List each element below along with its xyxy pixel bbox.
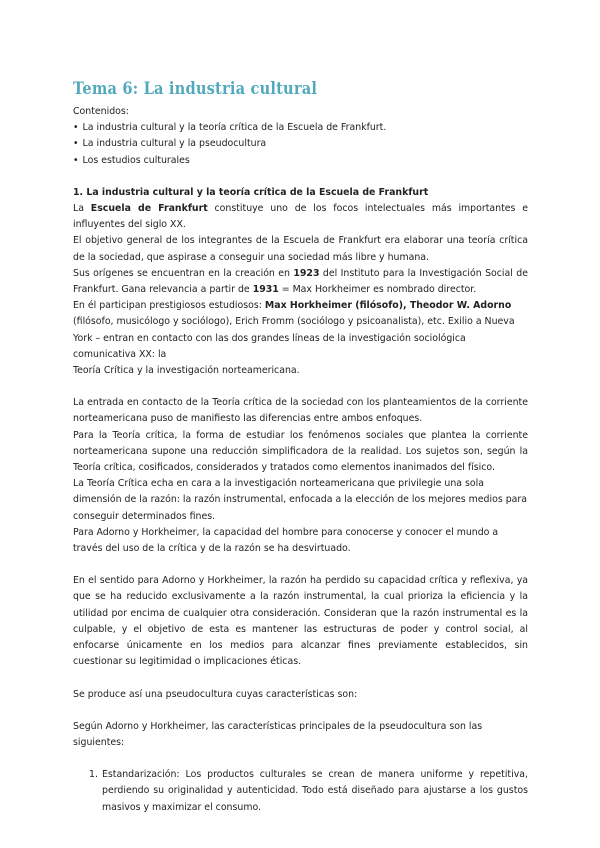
paragraph: Para la Teoría crítica, la forma de estudiar los fenómenos sociales que plantea la corriente norteamericana supone una reducción simplificadora de la realidad. Los sujetos son, según la Teoría crítica, cosificados, considerados y tratados como elementos inanimados del físico. [73, 429, 528, 474]
document-content [73, 78, 528, 816]
page-title: Tema 6: La industria cultural [73, 79, 318, 99]
paragraph: Según Adorno y Horkheimer, las características principales de la pseudocultura son las siguientes: [73, 720, 483, 748]
section-heading: 1. La industria cultural y la teoría crítica de la Escuela de Frankfurt [73, 186, 429, 198]
list-item: • La industria cultural y la pseudocultura [73, 136, 528, 152]
paragraph: En él participan prestigiosos estudiosos: Max Horkheimer (filósofo), Theodor W. Adorno (filósofo, musicólogo y sociólogo), Erich Fromm (sociólogo y psicoanalista), etc. Exilio a Nueva York – entran en contacto con las dos grandes líneas de la investigación sociológica comunicativa XX: la [73, 300, 515, 360]
paragraph: La Teoría Crítica echa en cara a la investigación norteamericana que privilegie una sola dimensión de la razón: la razón instrumental, enfocada a la elección de los mejores medios para conseguir determinados fines. [73, 478, 528, 522]
paragraph: La entrada en contacto de la Teoría crítica de la sociedad con los planteamientos de la corriente norteamericana puso de manifiesto las diferencias entre ambos enfoques. [73, 397, 528, 425]
list-item: 1. Estandarización: Los productos culturales se crean de manera uniforme y repetitiva, perdiendo su originalidad y autenticidad. Todo está diseñado para ajustarse a los gustos masivos y maximizar el consumo. [89, 769, 528, 813]
paragraph: Para Adorno y Horkheimer, la capacidad del hombre para conocerse y conocer el mundo a través del uso de la crítica y de la razón se ha desvirtuado. [73, 526, 499, 555]
paragraph: En el sentido para Adorno y Horkheimer, la razón ha perdido su capacidad crítica y reflexiva, ya que se ha reducido exclusivamente a la razón instrumental, la cual prioriza la eficiencia y la utilidad por encima de cualquier otra consideración. Consideran que la razón instrumental es la culpable, y el objetivo de esta es mantener las estructuras de poder y control social, al enfocarse únicamente en los medios para alcanzar fines previamente establecidos, sin cuestionar su legitimidad o implicaciones éticas. [73, 575, 528, 668]
characteristics-list [73, 767, 528, 816]
paragraph: La Escuela de Frankfurt constituye uno de los focos intelectuales más importantes e influyentes del siglo XX. [73, 203, 528, 231]
paragraph: El objetivo general de los integrantes de la Escuela de Frankfurt era elaborar una teoría crítica de la sociedad, que aspirase a conseguir una sociedad más libre y humana. [73, 235, 528, 263]
paragraph: Sus orígenes se encuentran en la creación en 1923 del Instituto para la Investigación Social de Frankfurt. Gana relevancia a partir de 1931 = Max Horkheimer es nombrado director. [73, 267, 528, 296]
contents-label: Contenidos: [73, 106, 129, 117]
paragraph: Teoría Crítica y la investigación norteamericana. [73, 365, 300, 377]
paragraph: Se produce así una pseudocultura cuyas características son: [73, 688, 358, 700]
contents-list [73, 120, 528, 169]
list-item: • La industria cultural y la teoría crítica de la Escuela de Frankfurt. [73, 120, 528, 136]
list-item: • Los estudios culturales [73, 153, 528, 169]
